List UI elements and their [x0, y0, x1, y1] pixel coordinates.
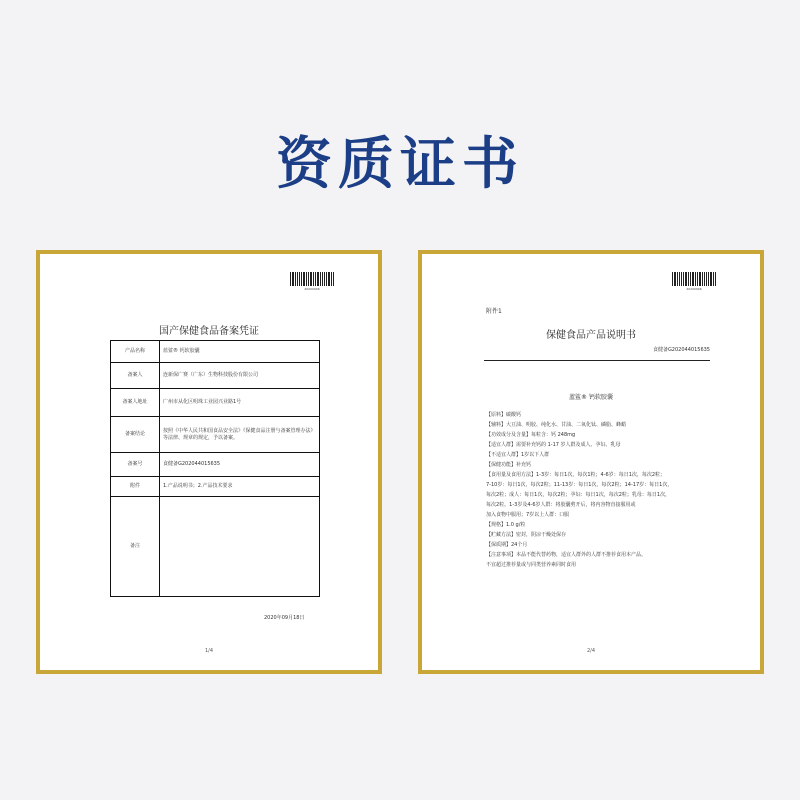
page-headline: 资质证书	[276, 132, 524, 197]
instruction-line: 7-10岁：每日1次，每次2粒；11-13岁：每日1次，每次2粒；14-17岁：每日1次，	[486, 482, 673, 488]
filing-certificate-document	[46, 260, 372, 664]
page-number-left: 1/4	[204, 648, 214, 654]
page-number-right: 2/4	[586, 648, 596, 654]
instruction-line: 每次2粒；成人：每日1次，每次2粒；孕妇：每日1次，每次2粒；乳母：每日1次，	[486, 492, 671, 498]
instruction-line: 【保健功能】补充钙	[486, 462, 532, 468]
row-key: 备案人地址	[111, 389, 160, 417]
instruction-line: 【辅料】大豆油、明胶、纯化水、甘油、二氧化钛、磷脂、蜂蜡	[486, 422, 627, 428]
barcode-number: 20200906	[304, 287, 320, 291]
instruction-line: 每次2粒。1-3岁及4-6岁人群：将胶囊剪开后，将内容物直接服用或	[486, 502, 636, 508]
row-key: 备注	[111, 497, 160, 597]
row-key: 产品名称	[111, 341, 160, 363]
instruction-line: 【功效成分及含量】每粒含：钙 248mg	[486, 432, 576, 438]
row-key: 附件	[111, 477, 160, 497]
table-row	[111, 453, 320, 477]
row-value: 连新保广赛（广东）生物科技股份有限公司	[160, 363, 320, 389]
row-key: 备案人	[111, 363, 160, 389]
barcode-icon	[290, 272, 334, 286]
row-value: 广州市从化区明珠工业园兴业路1号	[160, 389, 320, 417]
instruction-line: 【保质期】24个月	[486, 542, 528, 548]
instruction-line: 【贮藏方法】密封，阴凉干燥处保存	[486, 532, 567, 538]
certificate-frame-right	[418, 250, 764, 674]
row-value: 食健备G202044015635	[160, 453, 320, 477]
barcode-icon	[672, 272, 716, 286]
table-row	[111, 477, 320, 497]
divider	[484, 360, 710, 361]
row-value: 按照《中华人民共和国食品安全法》《保健食品注册与备案管理办法》等法律、规章的规定，予以备案。	[160, 417, 320, 453]
row-key: 备案结论	[111, 417, 160, 453]
barcode-number: 20200906	[686, 287, 702, 291]
row-value	[160, 497, 320, 597]
product-name: 蓝鲨® 钙软胶囊	[569, 394, 613, 401]
instruction-body	[486, 410, 718, 570]
certificate-date: 2020年09月18日	[264, 615, 305, 621]
barcode-left	[290, 272, 334, 292]
instruction-line: 【原料】碳酸钙	[486, 412, 522, 418]
table-row	[111, 341, 320, 363]
row-value: 1.产品说明书；2.产品技术要求	[160, 477, 320, 497]
table-row	[111, 497, 320, 597]
row-key: 备案号	[111, 453, 160, 477]
table-row	[111, 363, 320, 389]
certificate-frame-left	[36, 250, 382, 674]
record-number: 食健备G202044015635	[652, 347, 710, 353]
instruction-line: 加入食物中服用；7岁以上人群：口服	[486, 512, 570, 518]
attachment-label: 附件1	[486, 308, 502, 315]
instruction-line: 【适宜人群】需要补充钙的 1-17 岁人群及成人、孕妇、乳母	[486, 442, 621, 448]
instruction-line: 【食用量及食用方法】1-3岁：每日1次，每次1粒；4-6岁：每日1次，每次2粒；	[486, 472, 666, 478]
certificate-table	[110, 340, 320, 597]
barcode-right	[672, 272, 716, 292]
certificate-title: 国产保健食品备案凭证	[159, 326, 259, 337]
instruction-line: 【规格】1.0 g/粒	[486, 522, 526, 528]
instruction-title: 保健食品产品说明书	[546, 330, 636, 341]
table-row	[111, 417, 320, 453]
instruction-line: 【不适宜人群】1岁以下人群	[486, 452, 550, 458]
row-value: 蓝鲨® 钙软胶囊	[160, 341, 320, 363]
instruction-line: 【注意事项】本品不能代替药物，适宜人群外的人群不推荐食用本产品。	[486, 552, 647, 558]
product-instruction-document	[428, 260, 754, 664]
table-row	[111, 389, 320, 417]
instruction-line: 不宜超过推荐量或与同类营养素同时食用	[486, 562, 577, 568]
